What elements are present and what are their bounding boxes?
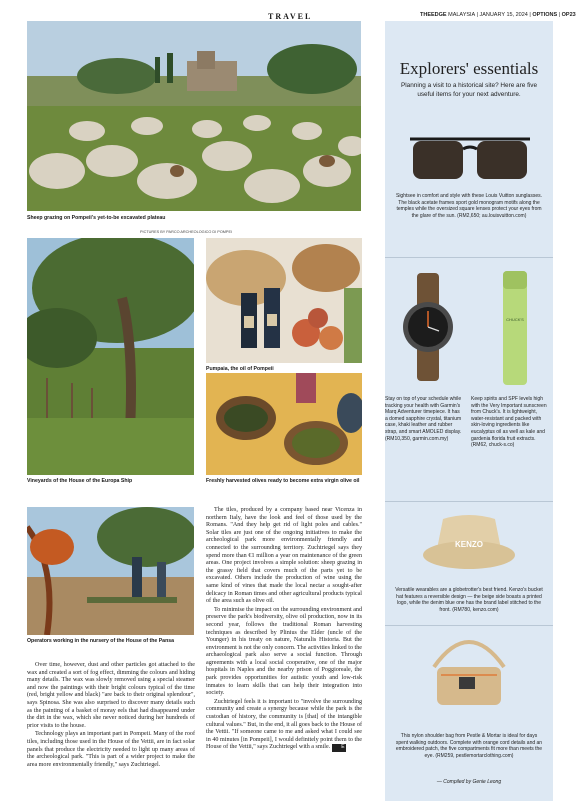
sheep-caption: Sheep grazing on Pompeii's yet-to-be excavated plateau (27, 215, 166, 221)
sidebar-intro: Planning a visit to a historical site? Here are five useful items for your next adventure. (400, 82, 538, 98)
divider (385, 625, 553, 626)
olives-caption: Freshly harvested olives ready to become extra virgin olive oil (206, 478, 360, 484)
section-kicker: TRAVEL (268, 12, 313, 21)
issue-date: JANUARY 15, 2024 (479, 12, 528, 18)
bucket-hat-text: Versatile wearables are a globetrotter's best friend. Kenzo's bucket hat features a reversible design — the beige side boasts a printed logo, while the denim blue one has the brand label stitched to the front. (RM780, kenzo.com) (395, 587, 543, 613)
sheep-photo (27, 21, 361, 211)
page-number: OP23 (561, 12, 576, 18)
explorers-essentials-sidebar (385, 21, 553, 801)
divider (385, 501, 553, 502)
section-right: OPTIONS (532, 12, 558, 18)
vineyard-caption: Vineyards of the House of the Europa Ship (27, 478, 133, 484)
paragraph: Technology plays an important part in Pompeii. Many of the roof tiles, including those used in the House of the Vettii, are in fact solar panels that produce the electricity needed to light up many areas of the archeological park. "This is part of a wider project to make the area more environmentally friendly," says Zuchtriegel. (27, 731, 195, 768)
sunscreen-text: Keep spirits and SPF levels high with the Very Important sunscreen from Chuck's. It is lightweight, water-resistant and packed with skin-loving ingredients like eucalyptus oil as well as kale and gardenia florida fruit extracts. (RM62, chuck-s.co) (471, 396, 547, 449)
nursery-caption: Operators working in the nursery of the House of the Pansa (27, 638, 175, 644)
olive-oil-caption: Pumpaia, the oil of Pompeii (206, 366, 274, 372)
paragraph: To minimise the impact on the surrounding environment and preserve the park's biodiversity, olive oil production, now in its second year, follows the traditional Roman harvesting techniques as described by Plinius the Elder (uncle of the Younger) in his treaty on nature, Naturalis Historia. But the environment is not the only concern. The activities linked to the archaeological park also serve a social function. Through agreements with a local social cooperative, one of the major hospitals in Naples and the nearby prison of Poggioreale, the park provides opportunities for autistic youth and low-risk inmates to learn skills that can help their integration into society. (206, 606, 362, 697)
hat-logo-text: KENZO (455, 540, 483, 549)
edition-label: MALAYSIA (448, 12, 475, 18)
watch-text: Stay on top of your schedule while tracking your health with Garmin's Marq Adventurer timepiece. It has a domed sapphire crystal, titanium case, khaki leather and rubber strap, and smart AMOLED display. (RM10,350, garmin.com.my) (385, 396, 462, 442)
brand-name: THEEDGE (420, 12, 447, 18)
sunscreen-image (500, 271, 530, 385)
shoulder-bag-image (419, 627, 519, 709)
end-mark: E (332, 744, 346, 752)
paragraph-text: Zuchtriegel feels it is important to "involve the surrounding community and create a synergy because while the park is the custodian of history, the community is [that] of the intangible cultural values." But, in the end, it all goes back to the House of the Vettii. "If someone came to me and asked what I could see in 40 minutes [in Pompeii], I would definitely point them to the House of the Vettii," says Zuchtriegel with a smile. (206, 698, 362, 751)
masthead: THEEDGE MALAYSIA | JANUARY 15, 2024 | OPTIONS | OP23 (420, 12, 576, 18)
olives-photo (206, 373, 362, 475)
article-body-right (206, 507, 362, 753)
watch-image (399, 273, 457, 381)
paragraph: The tiles, produced by a company based near Vicenza in northern Italy, have the look and feel of those used by the Romans. "And they help get rid of light poles and cables." Solar tiles are just one of the ongoing initiatives to make the archeological park more environmentally friendly and connected to the surrounding territory. Zuchtriegel says they spend more than €1 million a year on maintenance of the green areas. One project involves a simple solution: sheep grazing in the grassy field that covers much of the parts yet to be excavated. Others include the production of wine using the same kind of vines that made the local nectar a sought-after delicacy in Roman times and other agricultural products typical of the area such as olive oil. (206, 507, 362, 605)
olive-oil-photo (206, 238, 362, 363)
paragraph (206, 699, 362, 752)
photo-credit: PICTURES BY PARCO ARCHEOLOGICO DI POMPEI (140, 230, 233, 234)
sidebar-title: Explorers' essentials (399, 59, 539, 78)
sunglasses-image (405, 129, 535, 187)
sunglasses-text: Sightsee in comfort and style with these Louis Vuitton sunglasses. The black acetate frames sport gold monogram motifs along the temples while the oversized square lenses protect your eyes from the glare of the sun. (RM2,650; au.louisvuitton.com) (395, 193, 542, 219)
article-body-left (27, 662, 195, 770)
shoulder-bag-text: This nylon shoulder bag from Pestle & Mortar is ideal for days spent walking outdoors. Complete with orange cord details and an embroidered patch, the five compartments fit more than meets the eye. (RM259, pestlemortarclothing.com) (395, 733, 543, 759)
compiled-by: — Compiled by Genie Leong (436, 779, 502, 785)
paragraph: Over time, however, dust and other particles got attached to the wax and created a sort of fog effect, dimming the colours and hiding many details. The wax was slowly removed using a special steamer and now the paintings with their bright colours typical of the time (red, bright yellow and black) "are back to their original splendour", says Spinosa. She was also surprised to discover many details such as the painting of a basket of moray eels that had disappeared under the dirt in the wax, which she never noticed during her hundreds of prior visits to the house. (27, 662, 195, 729)
vineyard-photo (27, 238, 194, 475)
svg-text:CHUCK'S: CHUCK'S (506, 317, 524, 322)
bucket-hat-image (421, 511, 517, 573)
divider (385, 257, 553, 258)
nursery-photo (27, 507, 194, 635)
